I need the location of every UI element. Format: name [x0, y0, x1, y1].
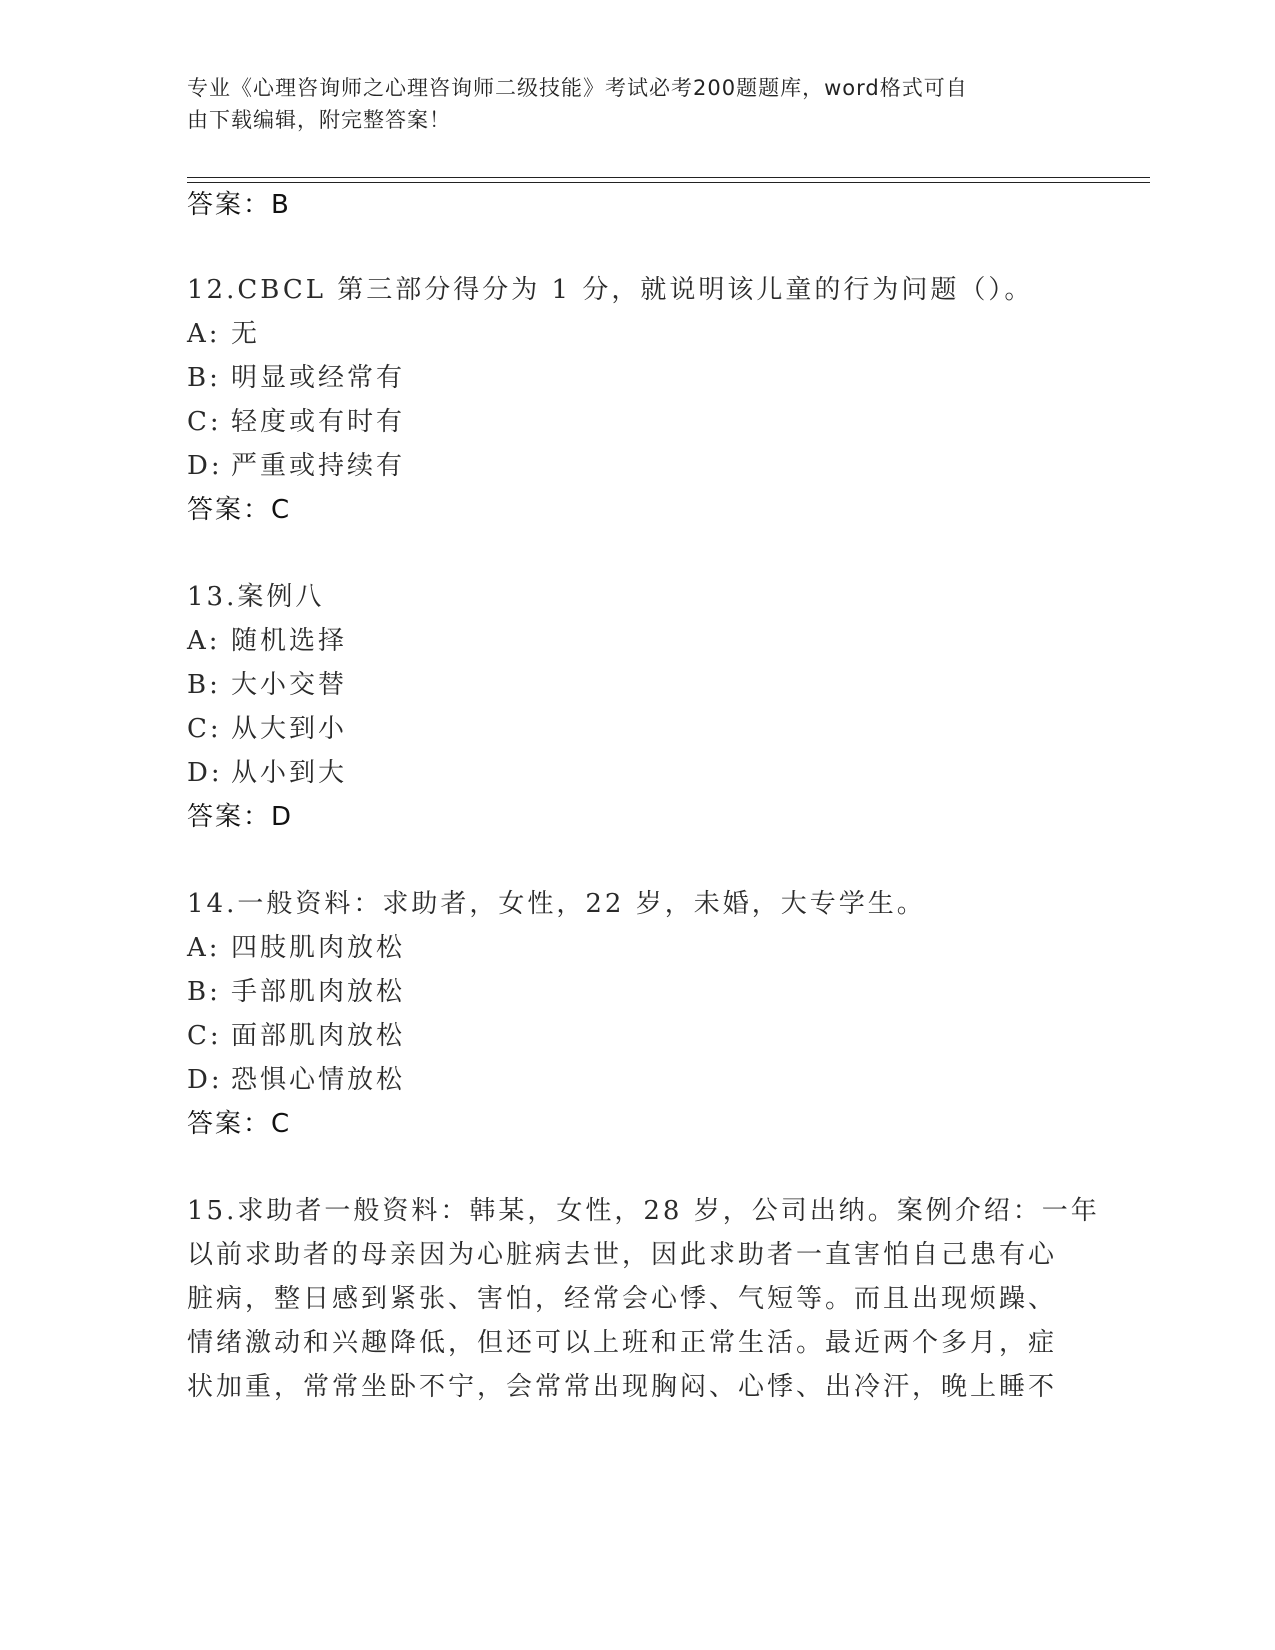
option-letter: A:: [187, 626, 221, 656]
q12-option-a: [187, 317, 260, 351]
document-header: [187, 72, 1087, 136]
option-letter: C:: [187, 407, 222, 437]
option-letter: C:: [187, 714, 222, 744]
option-text: 无: [231, 319, 261, 349]
q13-option-b: [187, 668, 347, 702]
option-text: 四肢肌肉放松: [231, 933, 406, 963]
answer-14: 答案：C: [187, 1109, 292, 1139]
question-15-line-4: 情绪激动和兴趣降低，但还可以上班和正常生活。最近两个多月，症: [187, 1328, 1058, 1358]
q14-option-b: [187, 975, 405, 1009]
header-rule-bottom: [187, 182, 1150, 183]
q14-option-c: [187, 1019, 405, 1053]
q14-option-a: [187, 931, 405, 965]
question-15-line-1: 15.求助者一般资料：韩某，女性，28 岁，公司出纳。案例介绍：一年: [187, 1196, 1100, 1226]
option-letter: B:: [187, 977, 221, 1007]
option-text: 从大到小: [231, 714, 348, 744]
option-letter: A:: [187, 933, 221, 963]
option-text: 严重或持续有: [231, 451, 406, 481]
q13-option-d: [187, 756, 347, 790]
header-line-2: 由下载编辑，附完整答案！: [187, 108, 451, 132]
option-text: 恐惧心情放松: [231, 1065, 406, 1095]
option-letter: D:: [187, 1065, 223, 1095]
header-rule-top: [187, 177, 1150, 178]
option-letter: B:: [187, 670, 221, 700]
q12-option-d: [187, 449, 405, 483]
header-line-1: 专业《心理咨询师之心理咨询师二级技能》考试必考200题题库，word格式可自: [187, 76, 968, 100]
answer-previous: 答案：B: [187, 190, 291, 220]
q12-option-b: [187, 361, 405, 395]
option-text: 手部肌肉放松: [231, 977, 406, 1007]
option-letter: D:: [187, 758, 223, 788]
option-text: 面部肌肉放松: [231, 1021, 406, 1051]
question-15-line-3: 脏病，整日感到紧张、害怕，经常会心悸、气短等。而且出现烦躁、: [187, 1284, 1058, 1314]
question-15-line-2: 以前求助者的母亲因为心脏病去世，因此求助者一直害怕自己患有心: [187, 1240, 1058, 1270]
option-letter: B:: [187, 363, 221, 393]
q14-option-d: [187, 1063, 405, 1097]
question-15-line-5: 状加重，常常坐卧不宁，会常常出现胸闷、心悸、出冷汗，晚上睡不: [187, 1372, 1058, 1402]
question-13: 13.案例八: [187, 582, 325, 612]
option-text: 明显或经常有: [231, 363, 406, 393]
option-text: 随机选择: [231, 626, 348, 656]
answer-12: 答案：C: [187, 495, 292, 525]
option-letter: A:: [187, 319, 221, 349]
q13-option-c: [187, 712, 347, 746]
question-12: 12.CBCL 第三部分得分为 1 分，就说明该儿童的行为问题（）。: [187, 275, 1034, 305]
q12-option-c: [187, 405, 405, 439]
option-text: 大小交替: [231, 670, 348, 700]
option-letter: C:: [187, 1021, 222, 1051]
answer-13: 答案：D: [187, 802, 294, 832]
question-14: 14.一般资料：求助者，女性，22 岁，未婚，大专学生。: [187, 889, 926, 919]
option-letter: D:: [187, 451, 223, 481]
option-text: 轻度或有时有: [231, 407, 406, 437]
option-text: 从小到大: [231, 758, 348, 788]
q13-option-a: [187, 624, 347, 658]
